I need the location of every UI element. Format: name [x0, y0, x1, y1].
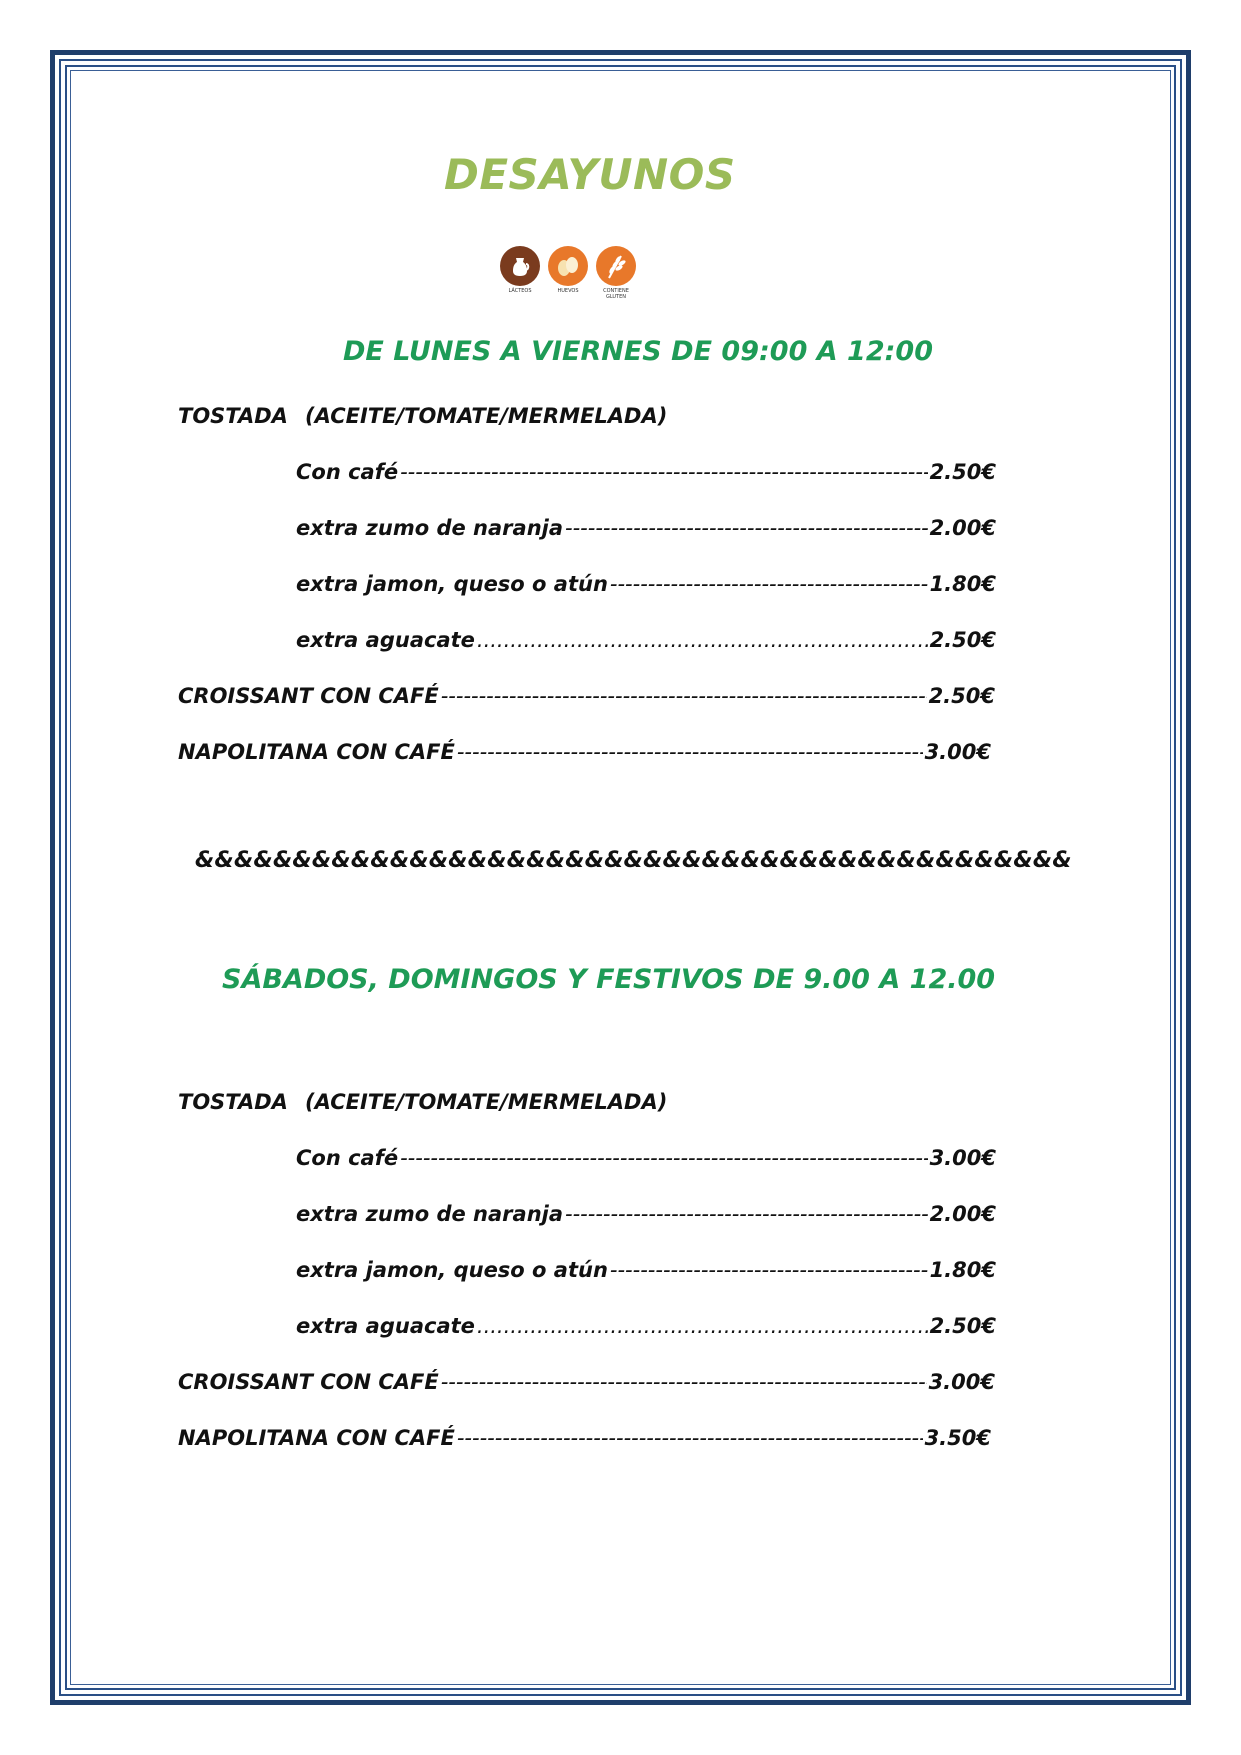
leader-dashes — [457, 1426, 923, 1450]
menu-item — [296, 628, 996, 652]
leader-dashes — [457, 740, 923, 764]
menu-item — [296, 516, 996, 540]
menu-item-name: extra zumo de naranja — [296, 516, 564, 540]
menu-item-name: NAPOLITANA CON CAFÉ — [178, 1426, 455, 1450]
menu-item-name: extra jamon, queso o atún — [296, 572, 608, 596]
allergen-gluten — [596, 246, 636, 300]
menu-item-price: 2.50€ — [928, 684, 995, 708]
allergen-icons — [500, 246, 636, 300]
menu-item — [178, 1370, 995, 1394]
jug-icon — [500, 246, 540, 286]
leader-dashes — [400, 460, 927, 484]
leader-dashes — [565, 516, 928, 540]
menu-item — [296, 1202, 996, 1226]
tostada-label: TOSTADA — [178, 1090, 288, 1114]
menu-item — [178, 684, 995, 708]
menu-item-name: extra jamon, queso o atún — [296, 1258, 608, 1282]
allergen-label: HUEVOS — [557, 288, 579, 294]
menu-item — [296, 572, 996, 596]
leader-dots — [477, 628, 928, 652]
menu-item-price: 2.50€ — [929, 460, 996, 484]
eggs-icon — [548, 246, 588, 286]
menu-item-name: extra aguacate — [296, 1314, 475, 1338]
menu-item-price: 1.80€ — [929, 572, 996, 596]
leader-dashes — [441, 1370, 927, 1394]
tostada-label: TOSTADA — [178, 404, 288, 428]
weekday-schedule-heading: DE LUNES A VIERNES DE 09:00 A 12:00 — [343, 336, 933, 367]
allergen-label: CONTIENE GLUTEN — [603, 288, 629, 300]
weekend-schedule-heading: SÁBADOS, DOMINGOS Y FESTIVOS DE 9.00 A 12.00 — [222, 964, 996, 995]
allergen-eggs — [548, 246, 588, 300]
leader-dashes — [610, 1258, 928, 1282]
leader-dashes — [441, 684, 927, 708]
leader-dashes — [400, 1146, 927, 1170]
menu-item-price: 1.80€ — [929, 1258, 996, 1282]
menu-item — [178, 1426, 991, 1450]
menu-item-name: CROISSANT CON CAFÉ — [178, 1370, 439, 1394]
allergen-label: LÁCTEOS — [508, 288, 532, 294]
menu-item-price: 2.00€ — [929, 1202, 996, 1226]
menu-item — [296, 1146, 996, 1170]
menu-item-name: Con café — [296, 1146, 399, 1170]
menu-item-price: 2.50€ — [929, 628, 996, 652]
menu-item — [296, 1258, 996, 1282]
section-separator: &&&&&&&&&&&&&&&&&&&&&&&&&&&&&&&&&&&&&&&&&&&&& — [195, 848, 1072, 873]
menu-item-price: 3.00€ — [929, 1146, 996, 1170]
tostada-options: (ACEITE/TOMATE/MERMELADA) — [305, 1090, 668, 1114]
menu-item — [178, 740, 991, 764]
menu-item-name: NAPOLITANA CON CAFÉ — [178, 740, 455, 764]
wheat-icon — [596, 246, 636, 286]
leader-dashes — [565, 1202, 928, 1226]
menu-item-name: extra zumo de naranja — [296, 1202, 564, 1226]
menu-item-price: 2.00€ — [929, 516, 996, 540]
menu-item — [296, 1314, 996, 1338]
tostada-options: (ACEITE/TOMATE/MERMELADA) — [305, 404, 668, 428]
menu-item-price: 3.00€ — [924, 740, 991, 764]
menu-item-price: 3.50€ — [924, 1426, 991, 1450]
menu-item-price: 2.50€ — [929, 1314, 996, 1338]
menu-item — [296, 460, 996, 484]
menu-item-name: CROISSANT CON CAFÉ — [178, 684, 439, 708]
leader-dots — [477, 1314, 928, 1338]
allergen-dairy — [500, 246, 540, 300]
menu-item-name: extra aguacate — [296, 628, 475, 652]
menu-item-name: Con café — [296, 460, 399, 484]
menu-item-price: 3.00€ — [928, 1370, 995, 1394]
leader-dashes — [610, 572, 928, 596]
menu-title: DESAYUNOS — [444, 150, 736, 199]
